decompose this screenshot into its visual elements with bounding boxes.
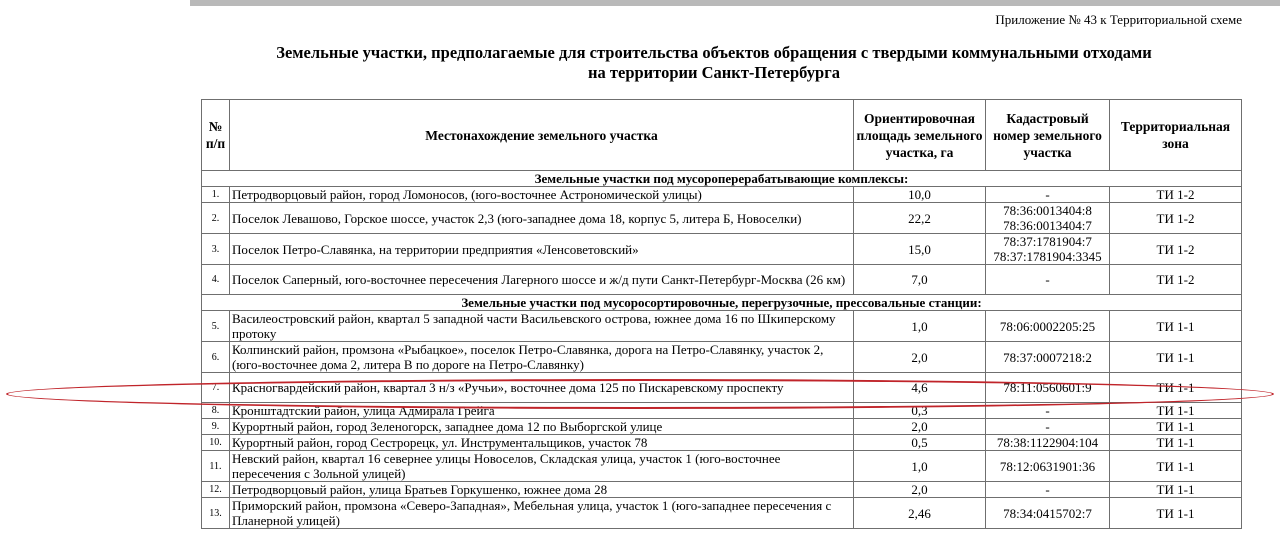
row-number: 1. [202,187,230,203]
row-location: Красногвардейский район, квартал 3 н/з «Ручьи», восточнее дома 125 по Пискаревскому проспекту [230,373,854,403]
row-number: 8. [202,403,230,419]
table-row [202,265,1242,295]
row-cadastral: 78:38:1122904:104 [986,435,1110,451]
row-number: 10. [202,435,230,451]
row-cadastral: - [986,419,1110,435]
row-zone: ТИ 1-1 [1110,482,1242,498]
row-number: 6. [202,342,230,373]
cadastral-line: 78:36:0013404:8 [1003,203,1092,218]
title-line-1: Земельные участки, предполагаемые для строительства объектов обращения с твердыми коммунальными отходами [276,43,1152,62]
land-plots-table [201,99,1242,529]
row-area: 7,0 [854,265,986,295]
row-location: Кронштадтский район, улица Адмирала Грейга [230,403,854,419]
section-title: Земельные участки под мусороперерабатывающие комплексы: [202,171,1242,187]
row-cadastral: 78:37:0007218:2 [986,342,1110,373]
header-zone: Территориальная зона [1110,100,1242,171]
row-number: 4. [202,265,230,295]
table-row [202,435,1242,451]
row-cadastral: 78:34:0415702:7 [986,498,1110,529]
row-area: 1,0 [854,451,986,482]
table-row [202,451,1242,482]
row-area: 15,0 [854,234,986,265]
row-location: Поселок Петро-Славянка, на территории предприятия «Ленсоветовский» [230,234,854,265]
row-number: 9. [202,419,230,435]
row-number: 5. [202,311,230,342]
section-row [202,171,1242,187]
row-cadastral: - [986,403,1110,419]
row-cadastral: - [986,187,1110,203]
cadastral-line: 78:37:1781904:7 [1003,234,1092,249]
cadastral-line: 78:36:0013404:7 [1003,218,1092,233]
table-row [202,403,1242,419]
top-scroll-edge [190,0,1280,6]
row-zone: ТИ 1-2 [1110,265,1242,295]
document-title [0,43,1280,83]
row-number: 12. [202,482,230,498]
row-location: Поселок Левашово, Горское шоссе, участок 2,3 (юго-западнее дома 18, корпус 5, литера Б, Новоселки) [230,203,854,234]
row-area: 10,0 [854,187,986,203]
row-zone: ТИ 1-2 [1110,203,1242,234]
row-zone: ТИ 1-1 [1110,451,1242,482]
table-row [202,419,1242,435]
row-location: Невский район, квартал 16 севернее улицы Новоселов, Складская улица, участок 1 (юго-восточнее пересечения с Зольной улицей) [230,451,854,482]
row-area: 2,46 [854,498,986,529]
row-area: 2,0 [854,419,986,435]
row-number: 7. [202,373,230,403]
section-title: Земельные участки под мусоросортировочные, перегрузочные, прессовальные станции: [202,295,1242,311]
annex-label: Приложение № 43 к Территориальной схеме [995,12,1242,27]
row-zone: ТИ 1-2 [1110,187,1242,203]
row-zone: ТИ 1-1 [1110,498,1242,529]
table-row [202,498,1242,529]
table-row [202,187,1242,203]
row-zone: ТИ 1-1 [1110,373,1242,403]
row-location: Колпинский район, промзона «Рыбацкое», поселок Петро-Славянка, дорога на Петро-Славянку, участок 2, (юго-восточнее дома 2, литера В по дороге на Петро-Славянку) [230,342,854,373]
row-zone: ТИ 1-1 [1110,311,1242,342]
row-cadastral: 78:11:0560601:9 [986,373,1110,403]
table-row [202,234,1242,265]
row-number: 2. [202,203,230,234]
row-area: 22,2 [854,203,986,234]
row-cadastral: 78:12:0631901:36 [986,451,1110,482]
row-number: 13. [202,498,230,529]
row-location: Петродворцовый район, город Ломоносов, (юго-восточнее Астрономической улицы) [230,187,854,203]
row-cadastral: - [986,482,1110,498]
header-cadastral: Кадастровый номер земельного участка [986,100,1110,171]
row-zone: ТИ 1-1 [1110,435,1242,451]
header-location: Местонахождение земельного участка [230,100,854,171]
row-cadastral [986,234,1110,265]
row-location: Курортный район, город Зеленогорск, западнее дома 12 по Выборгской улице [230,419,854,435]
table-row [202,482,1242,498]
table-row [202,203,1242,234]
row-area: 2,0 [854,482,986,498]
row-area: 2,0 [854,342,986,373]
table-row [202,311,1242,342]
row-cadastral [986,203,1110,234]
row-number: 11. [202,451,230,482]
row-cadastral: - [986,265,1110,295]
row-location: Василеостровский район, квартал 5 западной части Васильевского острова, южнее дома 16 по Шкиперскому протоку [230,311,854,342]
cadastral-line: 78:37:1781904:3345 [993,249,1102,264]
row-location: Приморский район, промзона «Северо-Западная», Мебельная улица, участок 1 (юго-западнее пересечения с Планерной улицей) [230,498,854,529]
header-area: Ориентировочная площадь земельного участка, га [854,100,986,171]
row-area: 0,3 [854,403,986,419]
row-zone: ТИ 1-1 [1110,403,1242,419]
row-number: 3. [202,234,230,265]
row-location: Петродворцовый район, улица Братьев Горкушенко, южнее дома 28 [230,482,854,498]
row-location: Поселок Саперный, юго-восточнее пересечения Лагерного шоссе и ж/д пути Санкт-Петербург-Москва (26 км) [230,265,854,295]
row-zone: ТИ 1-2 [1110,234,1242,265]
row-area: 4,6 [854,373,986,403]
table-row [202,373,1242,403]
row-area: 0,5 [854,435,986,451]
header-num: № п/п [202,100,230,171]
table-body [202,171,1242,529]
table-row [202,342,1242,373]
table-header-row [202,100,1242,171]
row-cadastral: 78:06:0002205:25 [986,311,1110,342]
row-area: 1,0 [854,311,986,342]
row-zone: ТИ 1-1 [1110,342,1242,373]
row-zone: ТИ 1-1 [1110,419,1242,435]
section-row [202,295,1242,311]
row-location: Курортный район, город Сестрорецк, ул. Инструментальщиков, участок 78 [230,435,854,451]
title-line-2: на территории Санкт-Петербурга [588,63,840,82]
